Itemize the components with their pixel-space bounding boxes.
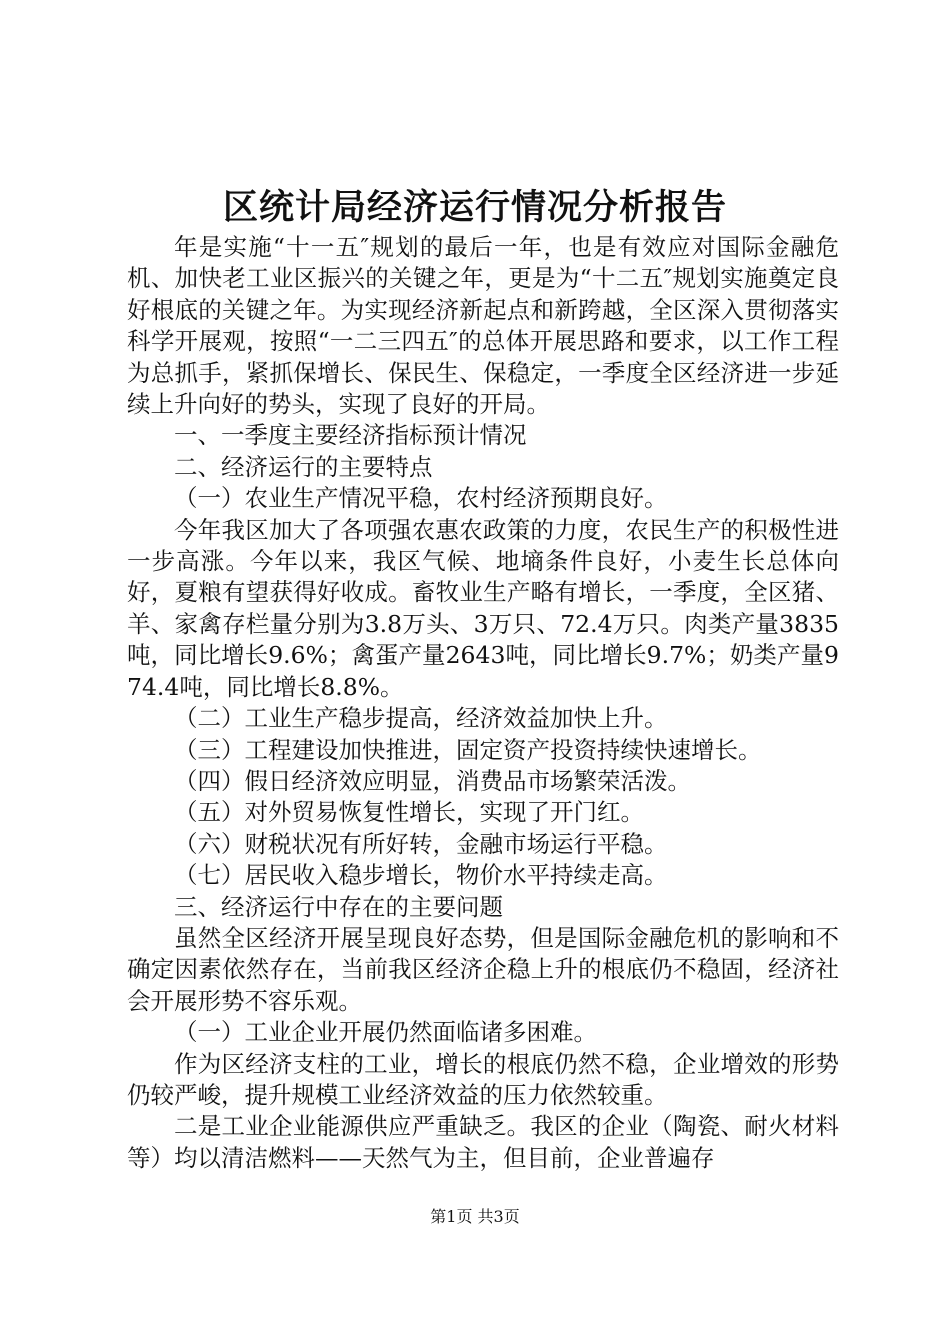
intro-paragraph: 年是实施“十一五″规划的最后一年，也是有效应对国际金融危机、加快老工业区振兴的关键之年，更是为“十二五″规划实施奠定良好根底的关键之年。为实现经济新起点和新跨越，全区深入贯彻落实科学开展观，按照“一二三四五″的总体开展思路和要求，以工作工程为总抓手，紧抓保增长、保民生、保稳定，一季度全区经济进一步延续上升向好的势头，实现了良好的开局。	[127, 233, 839, 419]
document-body	[127, 232, 839, 1174]
energy-paragraph: 二是工业企业能源供应严重缺乏。我区的企业（陶瓷、耐火材料等）均以清洁燃料——天然气为主，但目前，企业普遍存	[127, 1112, 839, 1172]
subheading-investment: （三）工程建设加快推进，固定资产投资持续快速增长。	[174, 735, 762, 764]
section-heading-1: 一、一季度主要经济指标预计情况	[174, 421, 527, 450]
agriculture-paragraph: 今年我区加大了各项强农惠农政策的力度，农民生产的积极性进一步高涨。今年以来，我区气候、地墒条件良好，小麦生长总体向好，夏粮有望获得好收成。畜牧业生产略有增长，一季度，全区猪、羊、家禽存栏量分别为3.8万头、3万只、72.4万只。肉类产量3835吨，同比增长9.6%；禽蛋产量2643吨，同比增长9.7%；奶类产量974.4吨，同比增长8.8%。	[127, 515, 839, 701]
page-footer: 第1页 共3页	[430, 1207, 520, 1226]
subheading-consumption: （四）假日经济效应明显，消费品市场繁荣活泼。	[174, 766, 691, 795]
subheading-industry: （二）工业生产稳步提高，经济效益加快上升。	[174, 704, 668, 733]
subheading-income: （七）居民收入稳步增长，物价水平持续走高。	[174, 861, 668, 890]
section-heading-2: 二、经济运行的主要特点	[174, 452, 433, 481]
section-heading-3: 三、经济运行中存在的主要问题	[174, 892, 503, 921]
document-title: 区统计局经济运行情况分析报告	[222, 187, 727, 228]
problems-paragraph: 虽然全区经济开展呈现良好态势，但是国际金融危机的影响和不确定因素依然存在，当前我区经济企稳上升的根底仍不稳固，经济社会开展形势不容乐观。	[127, 923, 839, 1015]
subheading-enterprise: （一）工业企业开展仍然面临诸多困难。	[174, 1018, 597, 1047]
subheading-trade: （五）对外贸易恢复性增长，实现了开门红。	[174, 798, 644, 827]
subheading-agriculture: （一）农业生产情况平稳，农村经济预期良好。	[174, 484, 668, 513]
subheading-finance: （六）财税状况有所好转，金融市场运行平稳。	[174, 829, 668, 858]
enterprise-paragraph: 作为区经济支柱的工业，增长的根底仍然不稳，企业增效的形势仍较严峻，提升规模工业经济效益的压力依然较重。	[127, 1049, 839, 1109]
